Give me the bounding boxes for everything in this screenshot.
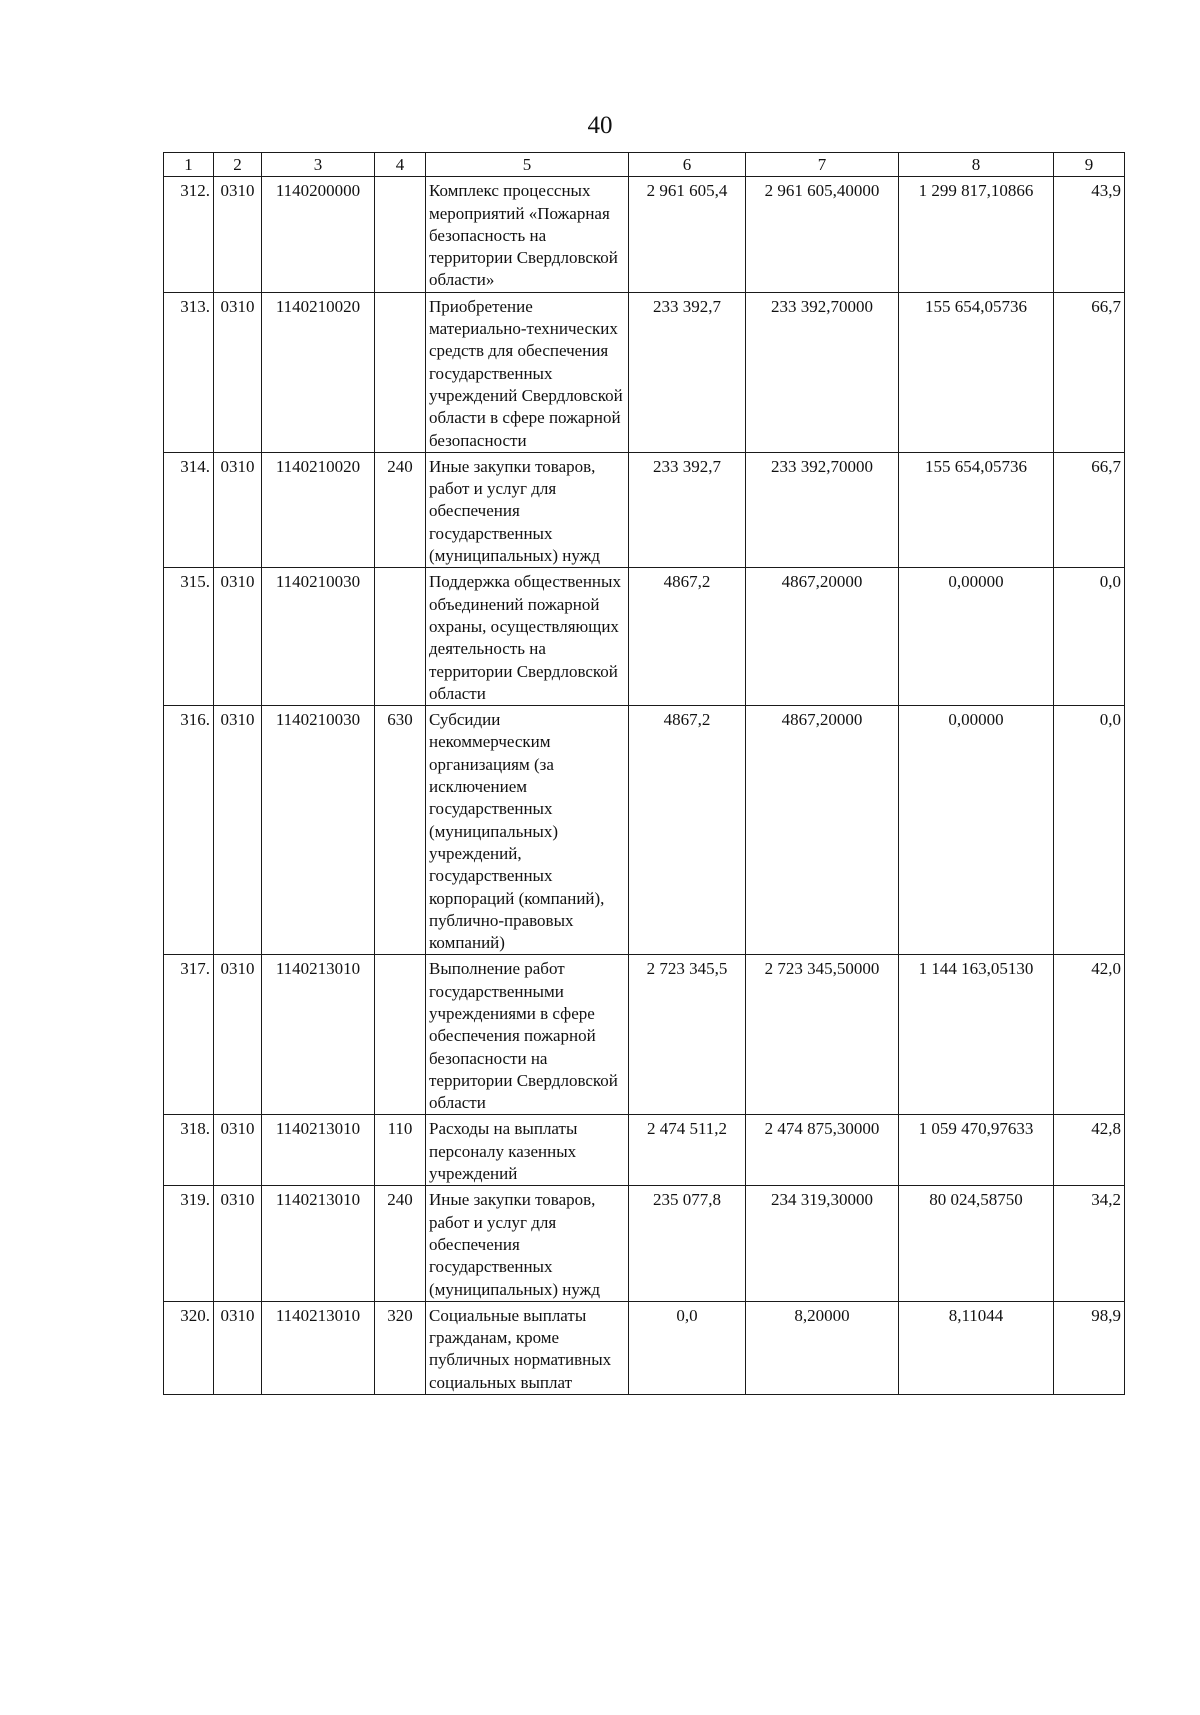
value-col-8: 0,00000 xyxy=(899,568,1054,706)
percent-value: 66,7 xyxy=(1054,452,1125,567)
value-col-7: 233 392,70000 xyxy=(746,452,899,567)
header-cell: 8 xyxy=(899,153,1054,177)
expense-type-code xyxy=(375,955,426,1115)
target-article-code: 1140210020 xyxy=(262,452,375,567)
percent-value: 0,0 xyxy=(1054,706,1125,955)
row-number: 312. xyxy=(164,177,214,292)
section-code: 0310 xyxy=(214,1186,262,1301)
table-row xyxy=(164,452,1125,567)
expense-type-code xyxy=(375,568,426,706)
percent-value: 43,9 xyxy=(1054,177,1125,292)
section-code: 0310 xyxy=(214,1115,262,1186)
expense-type-code xyxy=(375,177,426,292)
value-col-6: 233 392,7 xyxy=(629,292,746,452)
table-row xyxy=(164,177,1125,292)
item-name: Иные закупки товаров, работ и услуг для обеспечения государственных (муниципальных) нужд xyxy=(426,1186,629,1301)
value-col-6: 2 474 511,2 xyxy=(629,1115,746,1186)
header-cell: 2 xyxy=(214,153,262,177)
value-col-8: 1 299 817,10866 xyxy=(899,177,1054,292)
percent-value: 42,8 xyxy=(1054,1115,1125,1186)
value-col-7: 2 723 345,50000 xyxy=(746,955,899,1115)
header-cell: 9 xyxy=(1054,153,1125,177)
value-col-8: 155 654,05736 xyxy=(899,292,1054,452)
section-code: 0310 xyxy=(214,706,262,955)
expense-type-code: 320 xyxy=(375,1301,426,1394)
table-header-row xyxy=(164,153,1125,177)
header-cell: 5 xyxy=(426,153,629,177)
row-number: 318. xyxy=(164,1115,214,1186)
section-code: 0310 xyxy=(214,568,262,706)
value-col-7: 233 392,70000 xyxy=(746,292,899,452)
header-cell: 7 xyxy=(746,153,899,177)
item-name: Субсидии некоммерческим организациям (за исключением государственных (муниципальных) учреждений, государственных корпораций (компаний), публично-правовых компаний) xyxy=(426,706,629,955)
target-article-code: 1140213010 xyxy=(262,1301,375,1394)
row-number: 314. xyxy=(164,452,214,567)
page-number: 40 xyxy=(587,112,613,139)
value-col-7: 2 474 875,30000 xyxy=(746,1115,899,1186)
expense-type-code: 630 xyxy=(375,706,426,955)
percent-value: 0,0 xyxy=(1054,568,1125,706)
value-col-6: 2 723 345,5 xyxy=(629,955,746,1115)
value-col-6: 4867,2 xyxy=(629,568,746,706)
item-name: Комплекс процессных мероприятий «Пожарная безопасность на территории Свердловской области» xyxy=(426,177,629,292)
section-code: 0310 xyxy=(214,1301,262,1394)
value-col-8: 1 059 470,97633 xyxy=(899,1115,1054,1186)
target-article-code: 1140210030 xyxy=(262,706,375,955)
value-col-8: 8,11044 xyxy=(899,1301,1054,1394)
table-row xyxy=(164,292,1125,452)
item-name: Поддержка общественных объединений пожарной охраны, осуществляющих деятельность на территории Свердловской области xyxy=(426,568,629,706)
row-number: 313. xyxy=(164,292,214,452)
section-code: 0310 xyxy=(214,955,262,1115)
target-article-code: 1140213010 xyxy=(262,955,375,1115)
budget-table xyxy=(163,152,1125,1395)
item-name: Расходы на выплаты персоналу казенных учреждений xyxy=(426,1115,629,1186)
row-number: 319. xyxy=(164,1186,214,1301)
header-cell: 4 xyxy=(375,153,426,177)
item-name: Социальные выплаты гражданам, кроме публичных нормативных социальных выплат xyxy=(426,1301,629,1394)
header-cell: 1 xyxy=(164,153,214,177)
target-article-code: 1140213010 xyxy=(262,1186,375,1301)
value-col-7: 234 319,30000 xyxy=(746,1186,899,1301)
section-code: 0310 xyxy=(214,292,262,452)
value-col-7: 8,20000 xyxy=(746,1301,899,1394)
target-article-code: 1140210020 xyxy=(262,292,375,452)
row-number: 317. xyxy=(164,955,214,1115)
percent-value: 98,9 xyxy=(1054,1301,1125,1394)
value-col-6: 4867,2 xyxy=(629,706,746,955)
target-article-code: 1140200000 xyxy=(262,177,375,292)
table-row xyxy=(164,1186,1125,1301)
table-row xyxy=(164,1301,1125,1394)
expense-type-code: 240 xyxy=(375,1186,426,1301)
value-col-7: 4867,20000 xyxy=(746,706,899,955)
table-row xyxy=(164,706,1125,955)
section-code: 0310 xyxy=(214,452,262,567)
value-col-8: 155 654,05736 xyxy=(899,452,1054,567)
section-code: 0310 xyxy=(214,177,262,292)
percent-value: 66,7 xyxy=(1054,292,1125,452)
value-col-6: 0,0 xyxy=(629,1301,746,1394)
value-col-8: 0,00000 xyxy=(899,706,1054,955)
value-col-8: 1 144 163,05130 xyxy=(899,955,1054,1115)
value-col-6: 2 961 605,4 xyxy=(629,177,746,292)
row-number: 315. xyxy=(164,568,214,706)
value-col-7: 4867,20000 xyxy=(746,568,899,706)
row-number: 316. xyxy=(164,706,214,955)
target-article-code: 1140210030 xyxy=(262,568,375,706)
row-number: 320. xyxy=(164,1301,214,1394)
expense-type-code: 240 xyxy=(375,452,426,567)
expense-type-code xyxy=(375,292,426,452)
value-col-6: 233 392,7 xyxy=(629,452,746,567)
table-row xyxy=(164,1115,1125,1186)
target-article-code: 1140213010 xyxy=(262,1115,375,1186)
value-col-6: 235 077,8 xyxy=(629,1186,746,1301)
expense-type-code: 110 xyxy=(375,1115,426,1186)
table-row xyxy=(164,568,1125,706)
header-cell: 3 xyxy=(262,153,375,177)
value-col-7: 2 961 605,40000 xyxy=(746,177,899,292)
percent-value: 34,2 xyxy=(1054,1186,1125,1301)
item-name: Выполнение работ государственными учреждениями в сфере обеспечения пожарной безопасности на территории Свердловской области xyxy=(426,955,629,1115)
value-col-8: 80 024,58750 xyxy=(899,1186,1054,1301)
percent-value: 42,0 xyxy=(1054,955,1125,1115)
header-cell: 6 xyxy=(629,153,746,177)
table-row xyxy=(164,955,1125,1115)
item-name: Иные закупки товаров, работ и услуг для обеспечения государственных (муниципальных) нужд xyxy=(426,452,629,567)
item-name: Приобретение материально-технических средств для обеспечения государственных учреждений Свердловской области в сфере пожарной безопасности xyxy=(426,292,629,452)
